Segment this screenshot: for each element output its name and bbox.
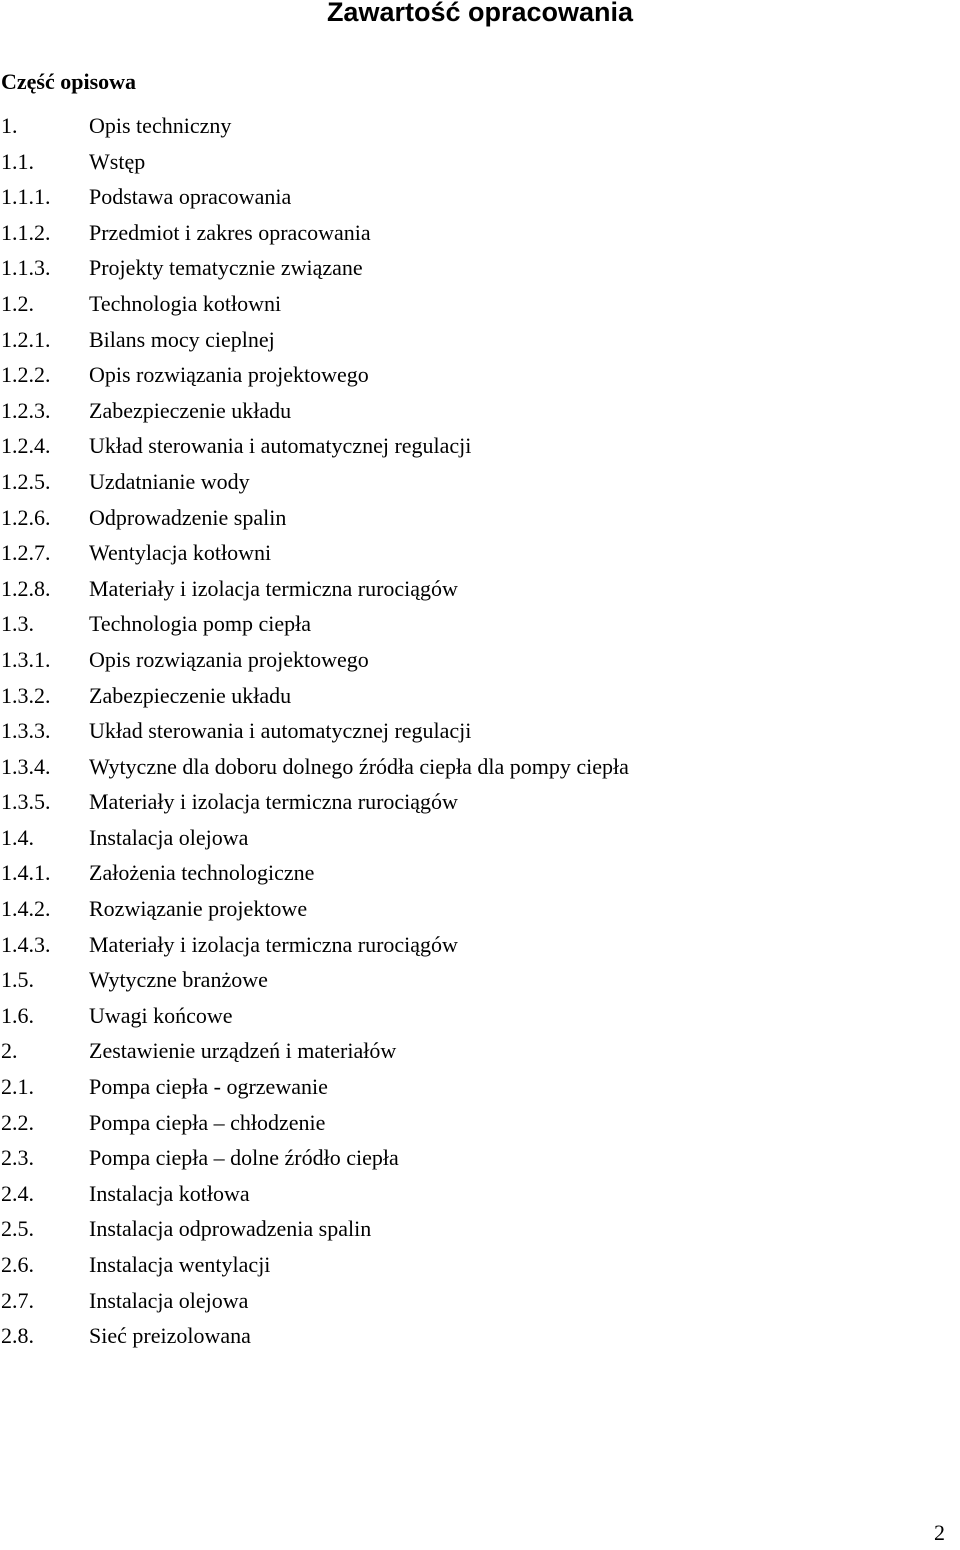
toc-entry-number: 1.2.7. [1, 540, 51, 566]
toc-entry-title: Wstęp [89, 148, 146, 174]
toc-entry-title: Pompa ciepła - ogrzewanie [89, 1074, 328, 1100]
toc-entry-number: 1.2.8. [1, 575, 51, 601]
toc-entry [1, 180, 941, 216]
toc-entry [1, 892, 941, 928]
toc-entry-title: Instalacja olejowa [89, 1287, 249, 1313]
toc-entry [1, 394, 941, 430]
toc-entry [1, 501, 941, 537]
toc-entry-title: Instalacja odprowadzenia spalin [89, 1216, 372, 1242]
toc-entry [1, 536, 941, 572]
toc-entry-title: Opis techniczny [89, 113, 232, 138]
toc-entry-title: Pompa ciepła – chłodzenie [89, 1109, 326, 1135]
toc-entry [1, 999, 941, 1035]
toc-entry [1, 1284, 941, 1320]
toc-entry [1, 1319, 941, 1355]
toc-entry [1, 465, 941, 501]
toc-entry [1, 145, 941, 181]
toc-entry [1, 109, 941, 145]
toc-entry-number: 1.3. [1, 611, 34, 637]
toc-entry-title: Uwagi końcowe [89, 1002, 233, 1028]
toc-entry-number: 2.3. [1, 1145, 34, 1171]
section-heading: Część opisowa [1, 69, 137, 94]
toc-entry-number: 1.3.3. [1, 718, 51, 744]
toc-entry-number: 2.8. [1, 1323, 34, 1349]
toc-entry-title: Opis rozwiązania projektowego [89, 646, 369, 672]
toc-entry [1, 1141, 941, 1177]
table-of-contents [1, 109, 941, 1355]
toc-entry [1, 1248, 941, 1284]
toc-entry-title: Materiały i izolacja termiczna rurociągów [89, 575, 458, 601]
toc-entry [1, 358, 941, 394]
toc-entry [1, 251, 941, 287]
page-title-text: Zawartość opracowania [326, 0, 634, 27]
toc-entry-title: Opis rozwiązania projektowego [89, 362, 369, 388]
toc-entry-title: Rozwiązanie projektowe [89, 896, 308, 922]
toc-entry [1, 643, 941, 679]
toc-entry [1, 928, 941, 964]
toc-entry-number: 1.4. [1, 824, 34, 850]
page-number: 2 [934, 1520, 945, 1545]
toc-entry-number: 2.6. [1, 1252, 34, 1277]
toc-entry [1, 963, 941, 999]
toc-entry-title: Technologia kotłowni [89, 290, 282, 316]
toc-entry [1, 1034, 941, 1070]
toc-entry-title: Instalacja wentylacji [89, 1252, 271, 1277]
toc-entry-number: 2.4. [1, 1180, 34, 1206]
toc-entry [1, 785, 941, 821]
toc-entry-number: 1.2. [1, 290, 34, 316]
toc-entry [1, 572, 941, 608]
page-title [0, 0, 960, 32]
toc-entry-number: 1.1.3. [1, 255, 51, 281]
toc-entry-number: 2. [1, 1038, 18, 1064]
toc-entry-number: 1.2.4. [1, 433, 51, 459]
toc-entry-title: Układ sterowania i automatycznej regulacji [89, 718, 472, 744]
toc-entry [1, 1177, 941, 1213]
toc-entry-title: Zabezpieczenie układu [89, 397, 292, 423]
toc-entry-number: 1.1.2. [1, 219, 51, 245]
toc-entry-title: Materiały i izolacja termiczna rurociągów [89, 931, 458, 957]
toc-entry-title: Zabezpieczenie układu [89, 682, 292, 708]
toc-entry-title: Podstawa opracowania [89, 184, 292, 210]
toc-entry-number: 1.4.3. [1, 931, 51, 957]
toc-entry-number: 1.2.1. [1, 326, 51, 352]
toc-entry-number: 1.3.2. [1, 682, 51, 708]
toc-entry-number: 1.4.2. [1, 896, 51, 922]
toc-entry-number: 2.2. [1, 1109, 34, 1135]
toc-entry-title: Wytyczne dla doboru dolnego źródła ciepła dla pompy ciepła [89, 753, 629, 779]
toc-entry-title: Układ sterowania i automatycznej regulacji [89, 433, 472, 459]
toc-entry-title: Przedmiot i zakres opracowania [89, 219, 371, 245]
toc-entry-number: 1.5. [1, 967, 34, 993]
toc-entry [1, 1212, 941, 1248]
toc-entry [1, 714, 941, 750]
toc-entry-number: 1.3.5. [1, 789, 51, 815]
toc-entry-title: Projekty tematycznie związane [89, 255, 363, 281]
toc-entry-title: Materiały i izolacja termiczna rurociągów [89, 789, 458, 815]
toc-entry [1, 216, 941, 252]
toc-entry-title: Instalacja olejowa [89, 824, 249, 850]
toc-entry-number: 1. [1, 113, 18, 138]
toc-entry-number: 1.2.5. [1, 468, 51, 494]
toc-entry-title: Wytyczne branżowe [89, 967, 268, 993]
toc-entry-number: 1.1.1. [1, 184, 51, 210]
toc-entry-number: 1.6. [1, 1002, 34, 1028]
toc-entry-title: Sieć preizolowana [89, 1323, 251, 1349]
toc-entry-title: Zestawienie urządzeń i materiałów [89, 1038, 397, 1064]
toc-entry-number: 1.4.1. [1, 860, 51, 886]
toc-entry [1, 1070, 941, 1106]
toc-entry [1, 679, 941, 715]
toc-entry-number: 1.3.4. [1, 753, 51, 779]
toc-entry [1, 287, 941, 323]
toc-entry-title: Pompa ciepła – dolne źródło ciepła [89, 1145, 399, 1171]
toc-entry [1, 607, 941, 643]
toc-entry-number: 1.2.3. [1, 397, 51, 423]
toc-entry [1, 821, 941, 857]
toc-entry-title: Technologia pomp ciepła [89, 611, 312, 637]
toc-entry [1, 750, 941, 786]
toc-entry-title: Założenia technologiczne [89, 860, 315, 886]
toc-entry-number: 1.2.2. [1, 362, 51, 388]
toc-entry-title: Bilans mocy cieplnej [89, 326, 275, 352]
toc-entry-number: 1.3.1. [1, 646, 51, 672]
toc-entry-title: Instalacja kotłowa [89, 1180, 250, 1206]
toc-entry [1, 323, 941, 359]
toc-entry [1, 856, 941, 892]
toc-entry-title: Odprowadzenie spalin [89, 504, 287, 530]
toc-entry-number: 2.5. [1, 1216, 34, 1242]
toc-entry [1, 1106, 941, 1142]
toc-entry-number: 2.7. [1, 1287, 34, 1313]
toc-entry-title: Wentylacja kotłowni [89, 540, 272, 566]
toc-entry-number: 2.1. [1, 1074, 34, 1100]
toc-entry-number: 1.1. [1, 148, 34, 174]
toc-entry-number: 1.2.6. [1, 504, 51, 530]
toc-entry-title: Uzdatnianie wody [89, 468, 250, 494]
toc-entry [1, 429, 941, 465]
